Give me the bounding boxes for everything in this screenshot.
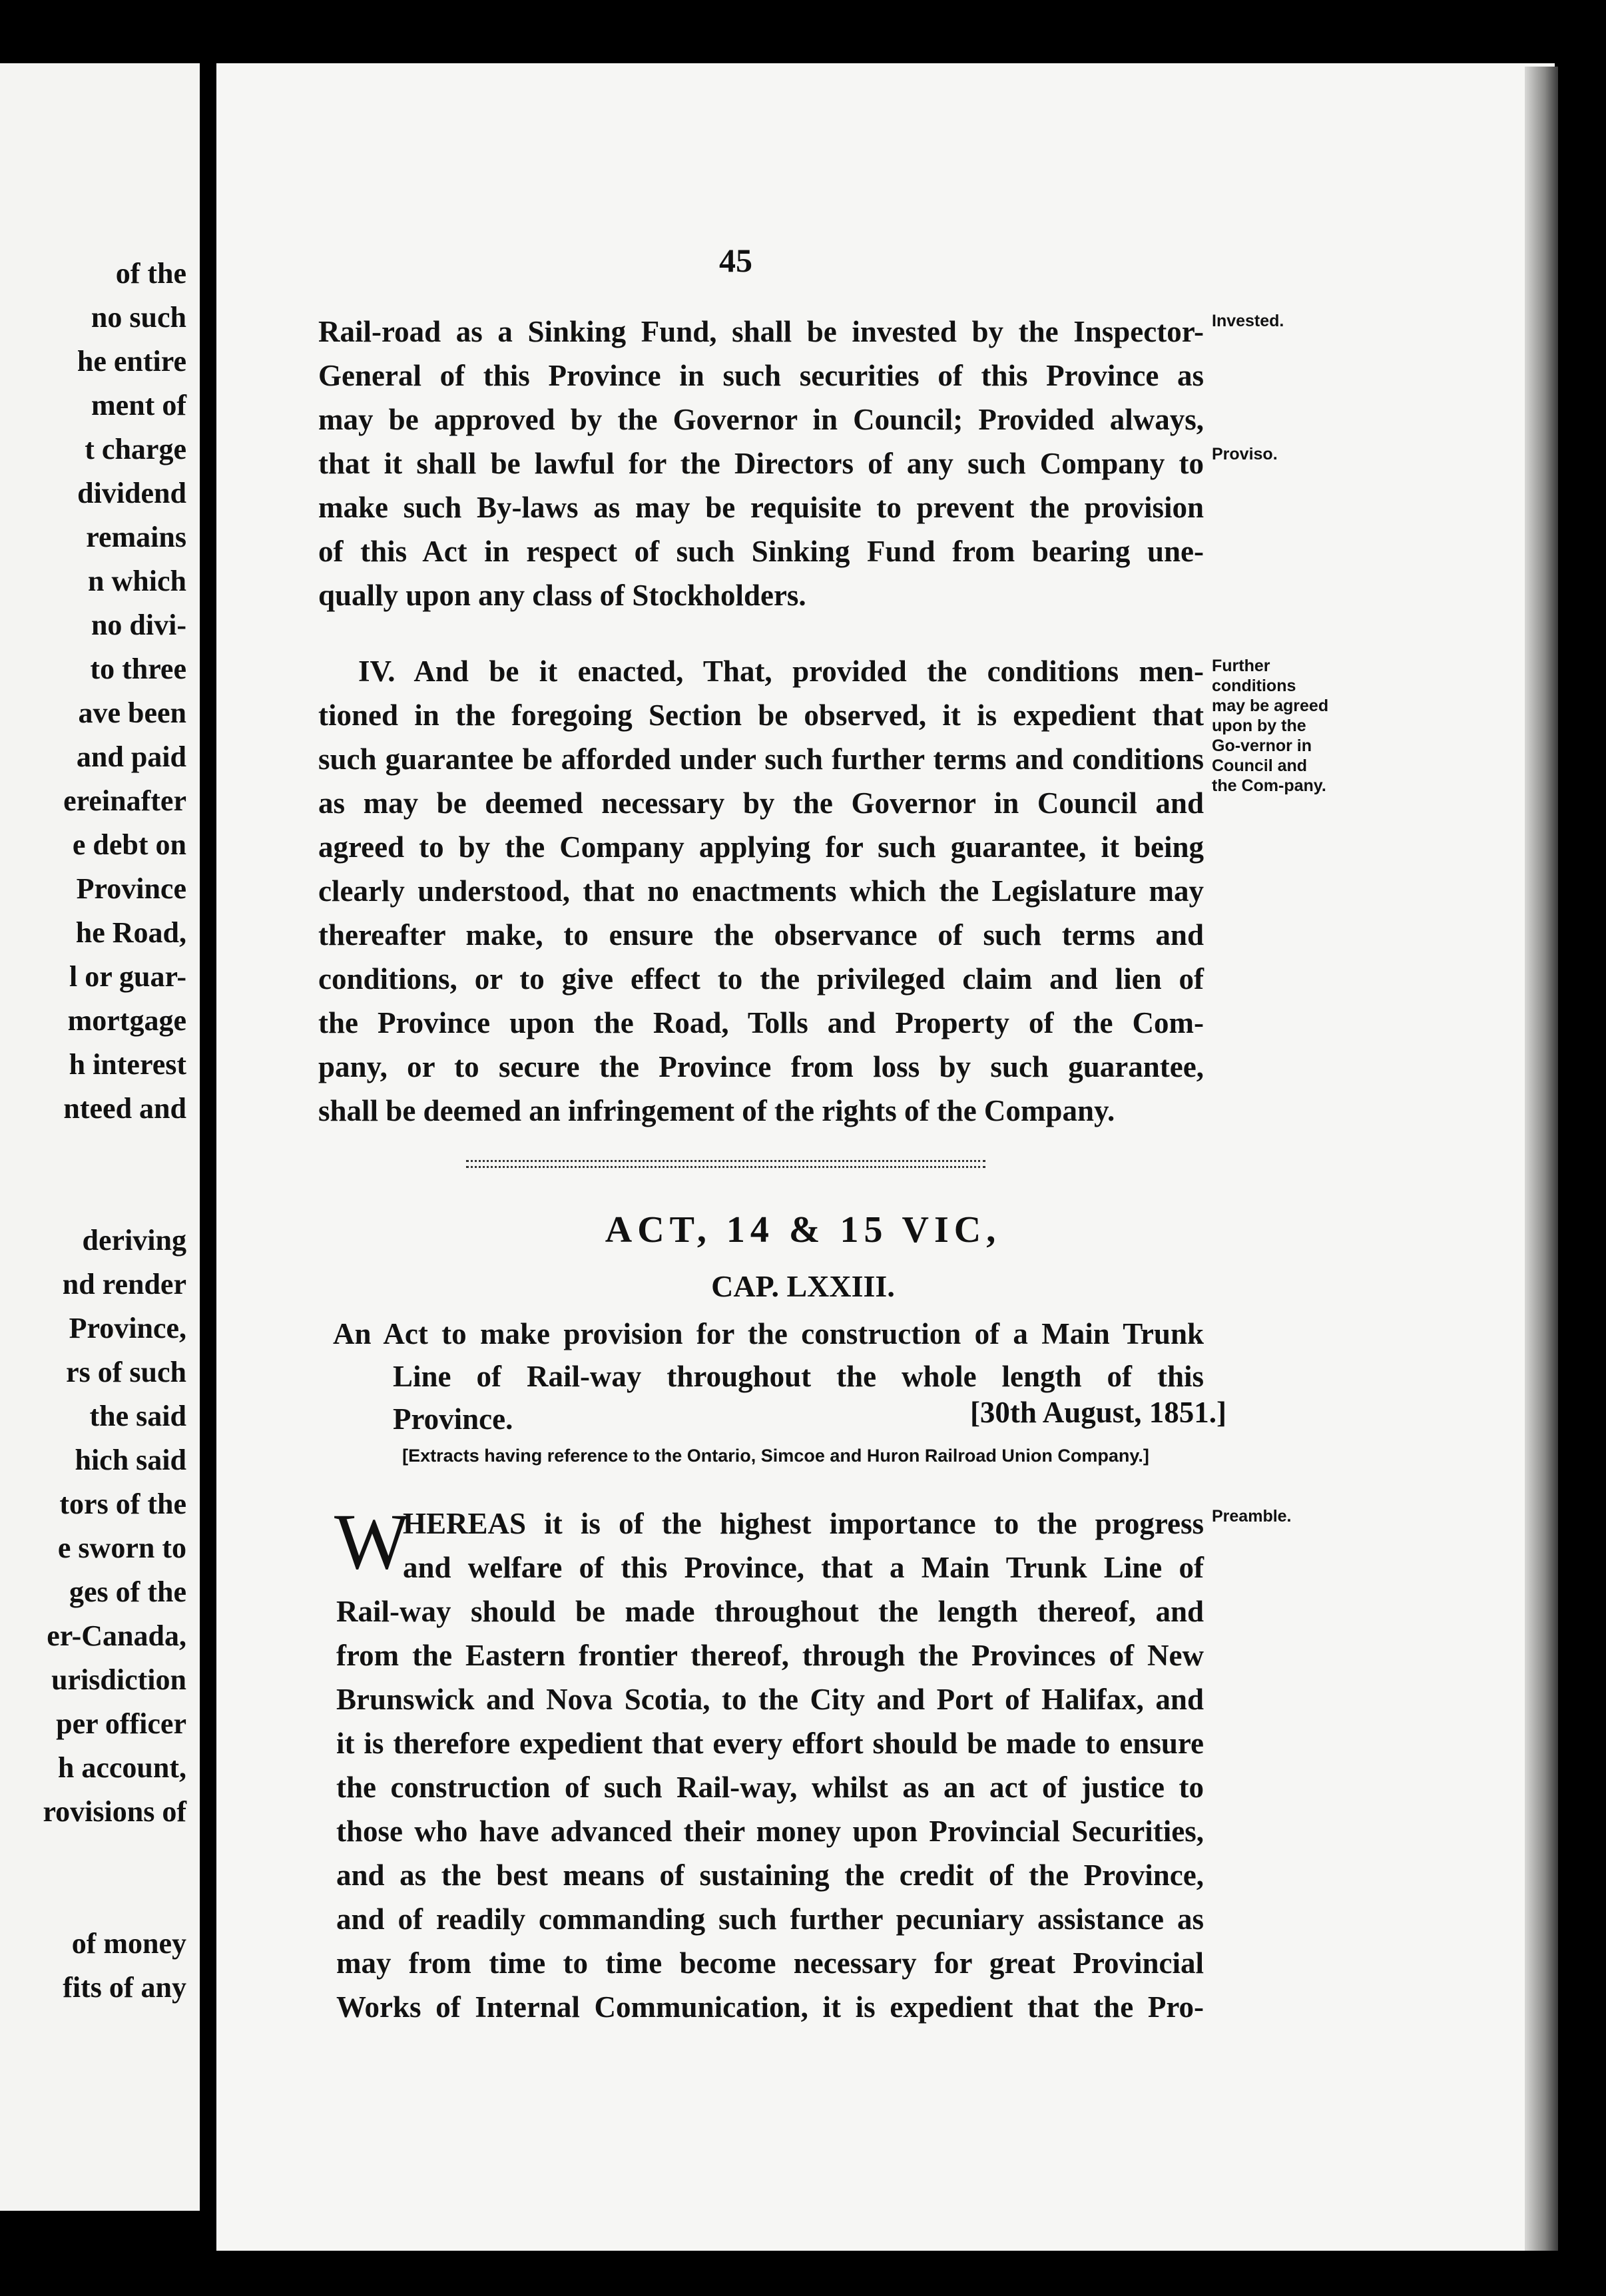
left-page-line: ereinafter [63,784,186,817]
text-line: and of readily commanding such further pecuniary assistance as [336,1902,1204,1936]
text-line: those who have advanced their money upon Provincial Securities, [336,1815,1204,1848]
page-edge [1525,67,1558,2251]
left-page-line: deriving [82,1224,186,1257]
left-page-line: of money [71,1927,186,1960]
left-page-line: and paid [76,740,186,773]
text-line: conditions, or to give effect to the privileged claim and lien of [318,962,1204,996]
left-page-line: tors of the [59,1488,186,1520]
left-page-line: t charge [85,433,186,465]
left-page-line: nd render [62,1268,186,1300]
text-line: from the Eastern frontier thereof, through the Provinces of New [336,1639,1204,1672]
text-line: and welfare of this Province, that a Main Trunk Line of [403,1551,1204,1584]
text-line: may be approved by the Governor in Council; Provided always, [318,403,1204,436]
text-line: clearly understood, that no enactments which the Legislature may [318,874,1204,908]
left-page-line: remains [86,521,186,553]
text-line: may from time to time become necessary for great Provincial [336,1946,1204,1980]
text-line: Rail-way should be made throughout the length thereof, and [336,1595,1204,1628]
left-page-line: l or guar- [69,960,186,993]
left-page-line: h interest [69,1048,186,1081]
left-page-line: the said [89,1400,186,1432]
text-line: tioned in the foregoing Section be observed, it is expedient that [318,699,1204,732]
left-page-line: ment of [91,389,186,422]
margin-note-further-conditions: Further conditions may be agreed upon by the Go-vernor in Council and the Com-pany. [1212,657,1329,795]
left-page-line: e debt on [72,828,186,861]
left-page-line: urisdiction [51,1663,186,1696]
margin-note-proviso: Proviso. [1212,445,1278,463]
margin-note-invested: Invested. [1212,312,1284,330]
drop-cap: W [334,1497,410,1585]
text-line: that it shall be lawful for the Directors of any such Company to [318,447,1204,480]
text-line: agreed to by the Company applying for such guarantee, it being [318,830,1204,864]
margin-note-preamble: Preamble. [1212,1507,1292,1526]
text-line: An Act to make provision for the construction of a Main Trunk [333,1317,1204,1350]
text-line: thereafter make, to ensure the observance of such terms and [318,918,1204,952]
text-line: Brunswick and Nova Scotia, to the City and Port of Halifax, and [336,1683,1204,1716]
chapter-heading: CAP. LXXIII. [711,1269,895,1303]
act-date: [30th August, 1851.] [969,1396,1226,1429]
left-page-line: fits of any [63,1971,186,2004]
text-line: HEREAS it is of the highest importance to the progress [403,1507,1204,1540]
left-page-line: n which [88,565,186,597]
left-page-line: rovisions of [43,1795,186,1828]
text-line: IV. And be it enacted, That, provided the conditions men- [358,655,1204,688]
text-line: Province. [393,1402,513,1436]
act-title: ACT, 14 & 15 VIC, [605,1209,1001,1251]
left-page-line: of the [115,257,186,290]
left-page-line: dividend [77,477,186,509]
left-page-line: to three [90,653,186,685]
left-page-fragment [0,63,200,2211]
left-page-line: no divi- [91,609,186,641]
left-page-line: e sworn to [57,1532,186,1564]
text-line: qually upon any class of Stockholders. [318,579,806,612]
text-line: as may be deemed necessary by the Governor in Council and [318,786,1204,820]
left-page-line: nteed and [63,1092,186,1125]
left-page-line: mortgage [67,1004,186,1037]
text-line: Line of Rail-way throughout the whole length of this [393,1360,1204,1393]
text-line: the Province upon the Road, Tolls and Property of the Com- [318,1006,1204,1039]
left-page-line: rs of such [66,1356,186,1388]
left-page-line: per officer [56,1707,186,1740]
ornamental-rule [466,1160,985,1168]
text-line: General of this Province in such securities of this Province as [318,359,1204,392]
left-page-line: no such [91,301,186,334]
text-line: the construction of such Rail-way, whilst as an act of justice to [336,1771,1204,1804]
text-line: such guarantee be afforded under such further terms and conditions [318,742,1204,776]
text-line: of this Act in respect of such Sinking Fund from bearing une- [318,535,1204,568]
left-page-line: he Road, [75,916,186,949]
left-page-line: hich said [75,1444,186,1476]
text-line: Works of Internal Communication, it is expedient that the Pro- [336,1990,1204,2024]
text-line: shall be deemed an infringement of the rights of the Company. [318,1094,1115,1127]
left-page-line: ave been [78,697,186,729]
extracts-note: [Extracts having reference to the Ontario, Simcoe and Huron Railroad Union Company.] [402,1446,1149,1466]
text-line: and as the best means of sustaining the credit of the Province, [336,1859,1204,1892]
left-page-line: ges of the [69,1576,186,1608]
text-line: pany, or to secure the Province from loss by such guarantee, [318,1050,1204,1083]
text-line: make such By-laws as may be requisite to prevent the provision [318,491,1204,524]
left-page-line: er-Canada, [47,1619,186,1652]
left-page-line: h account, [57,1751,186,1784]
left-page-line: Province, [69,1312,186,1344]
left-page-line: he entire [77,345,186,378]
text-line: Rail-road as a Sinking Fund, shall be invested by the Inspector- [318,315,1204,348]
page-number: 45 [719,242,752,279]
text-line: it is therefore expedient that every effort should be made to ensure [336,1727,1204,1760]
left-page-line: Province [76,872,186,905]
